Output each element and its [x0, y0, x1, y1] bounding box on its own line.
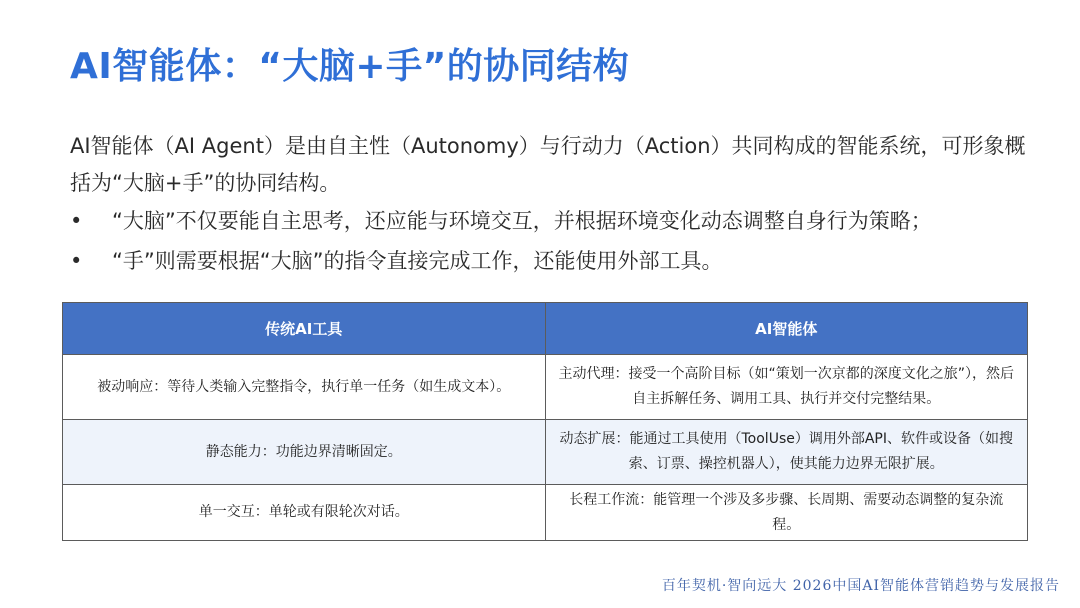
table-row: [63, 420, 1028, 485]
header-ai-agent: AI智能体: [545, 303, 1028, 355]
table-row: [63, 355, 1028, 420]
bullet-dot: •: [70, 249, 83, 273]
comparison-table: [62, 302, 1028, 541]
footer-report-title: 百年契机·智向远大 2026中国AI智能体营销趋势与发展报告: [661, 578, 1060, 594]
table-cell: 长程工作流：能管理一个涉及多步骤、长周期、需要动态调整的复杂流程。: [545, 485, 1028, 541]
table-cell: 静态能力：功能边界清晰固定。: [63, 420, 546, 485]
page-title: AI智能体：“大脑+手”的协同结构: [70, 46, 630, 87]
table-cell: 单一交互：单轮或有限轮次对话。: [63, 485, 546, 541]
bullet-item: [70, 203, 1030, 243]
bullet-dot: •: [70, 209, 83, 233]
table-cell: 被动响应：等待人类输入完整指令，执行单一任务（如生成文本）。: [63, 355, 546, 420]
bullet-text: “大脑”不仅要能自主思考，还应能与环境交互，并根据环境变化动态调整自身行为策略；: [112, 209, 932, 233]
table-row: [63, 485, 1028, 541]
bullet-text: “手”则需要根据“大脑”的指令直接完成工作，还能使用外部工具。: [112, 249, 723, 273]
bullet-list: [70, 203, 1030, 283]
header-traditional-ai: 传统AI工具: [63, 303, 546, 355]
table-header-row: [63, 303, 1028, 355]
intro-paragraph: AI智能体（AI Agent）是由自主性（Autonomy）与行动力（Action）共同构成的智能系统，可形象概括为“大脑+手”的协同结构。: [70, 134, 1026, 195]
bullet-item: [70, 243, 1030, 283]
table-cell: 动态扩展：能通过工具使用（ToolUse）调用外部API、软件或设备（如搜索、订票、操控机器人），使其能力边界无限扩展。: [545, 420, 1028, 485]
table-cell: 主动代理：接受一个高阶目标（如“策划一次京都的深度文化之旅”），然后自主拆解任务、调用工具、执行并交付完整结果。: [545, 355, 1028, 420]
